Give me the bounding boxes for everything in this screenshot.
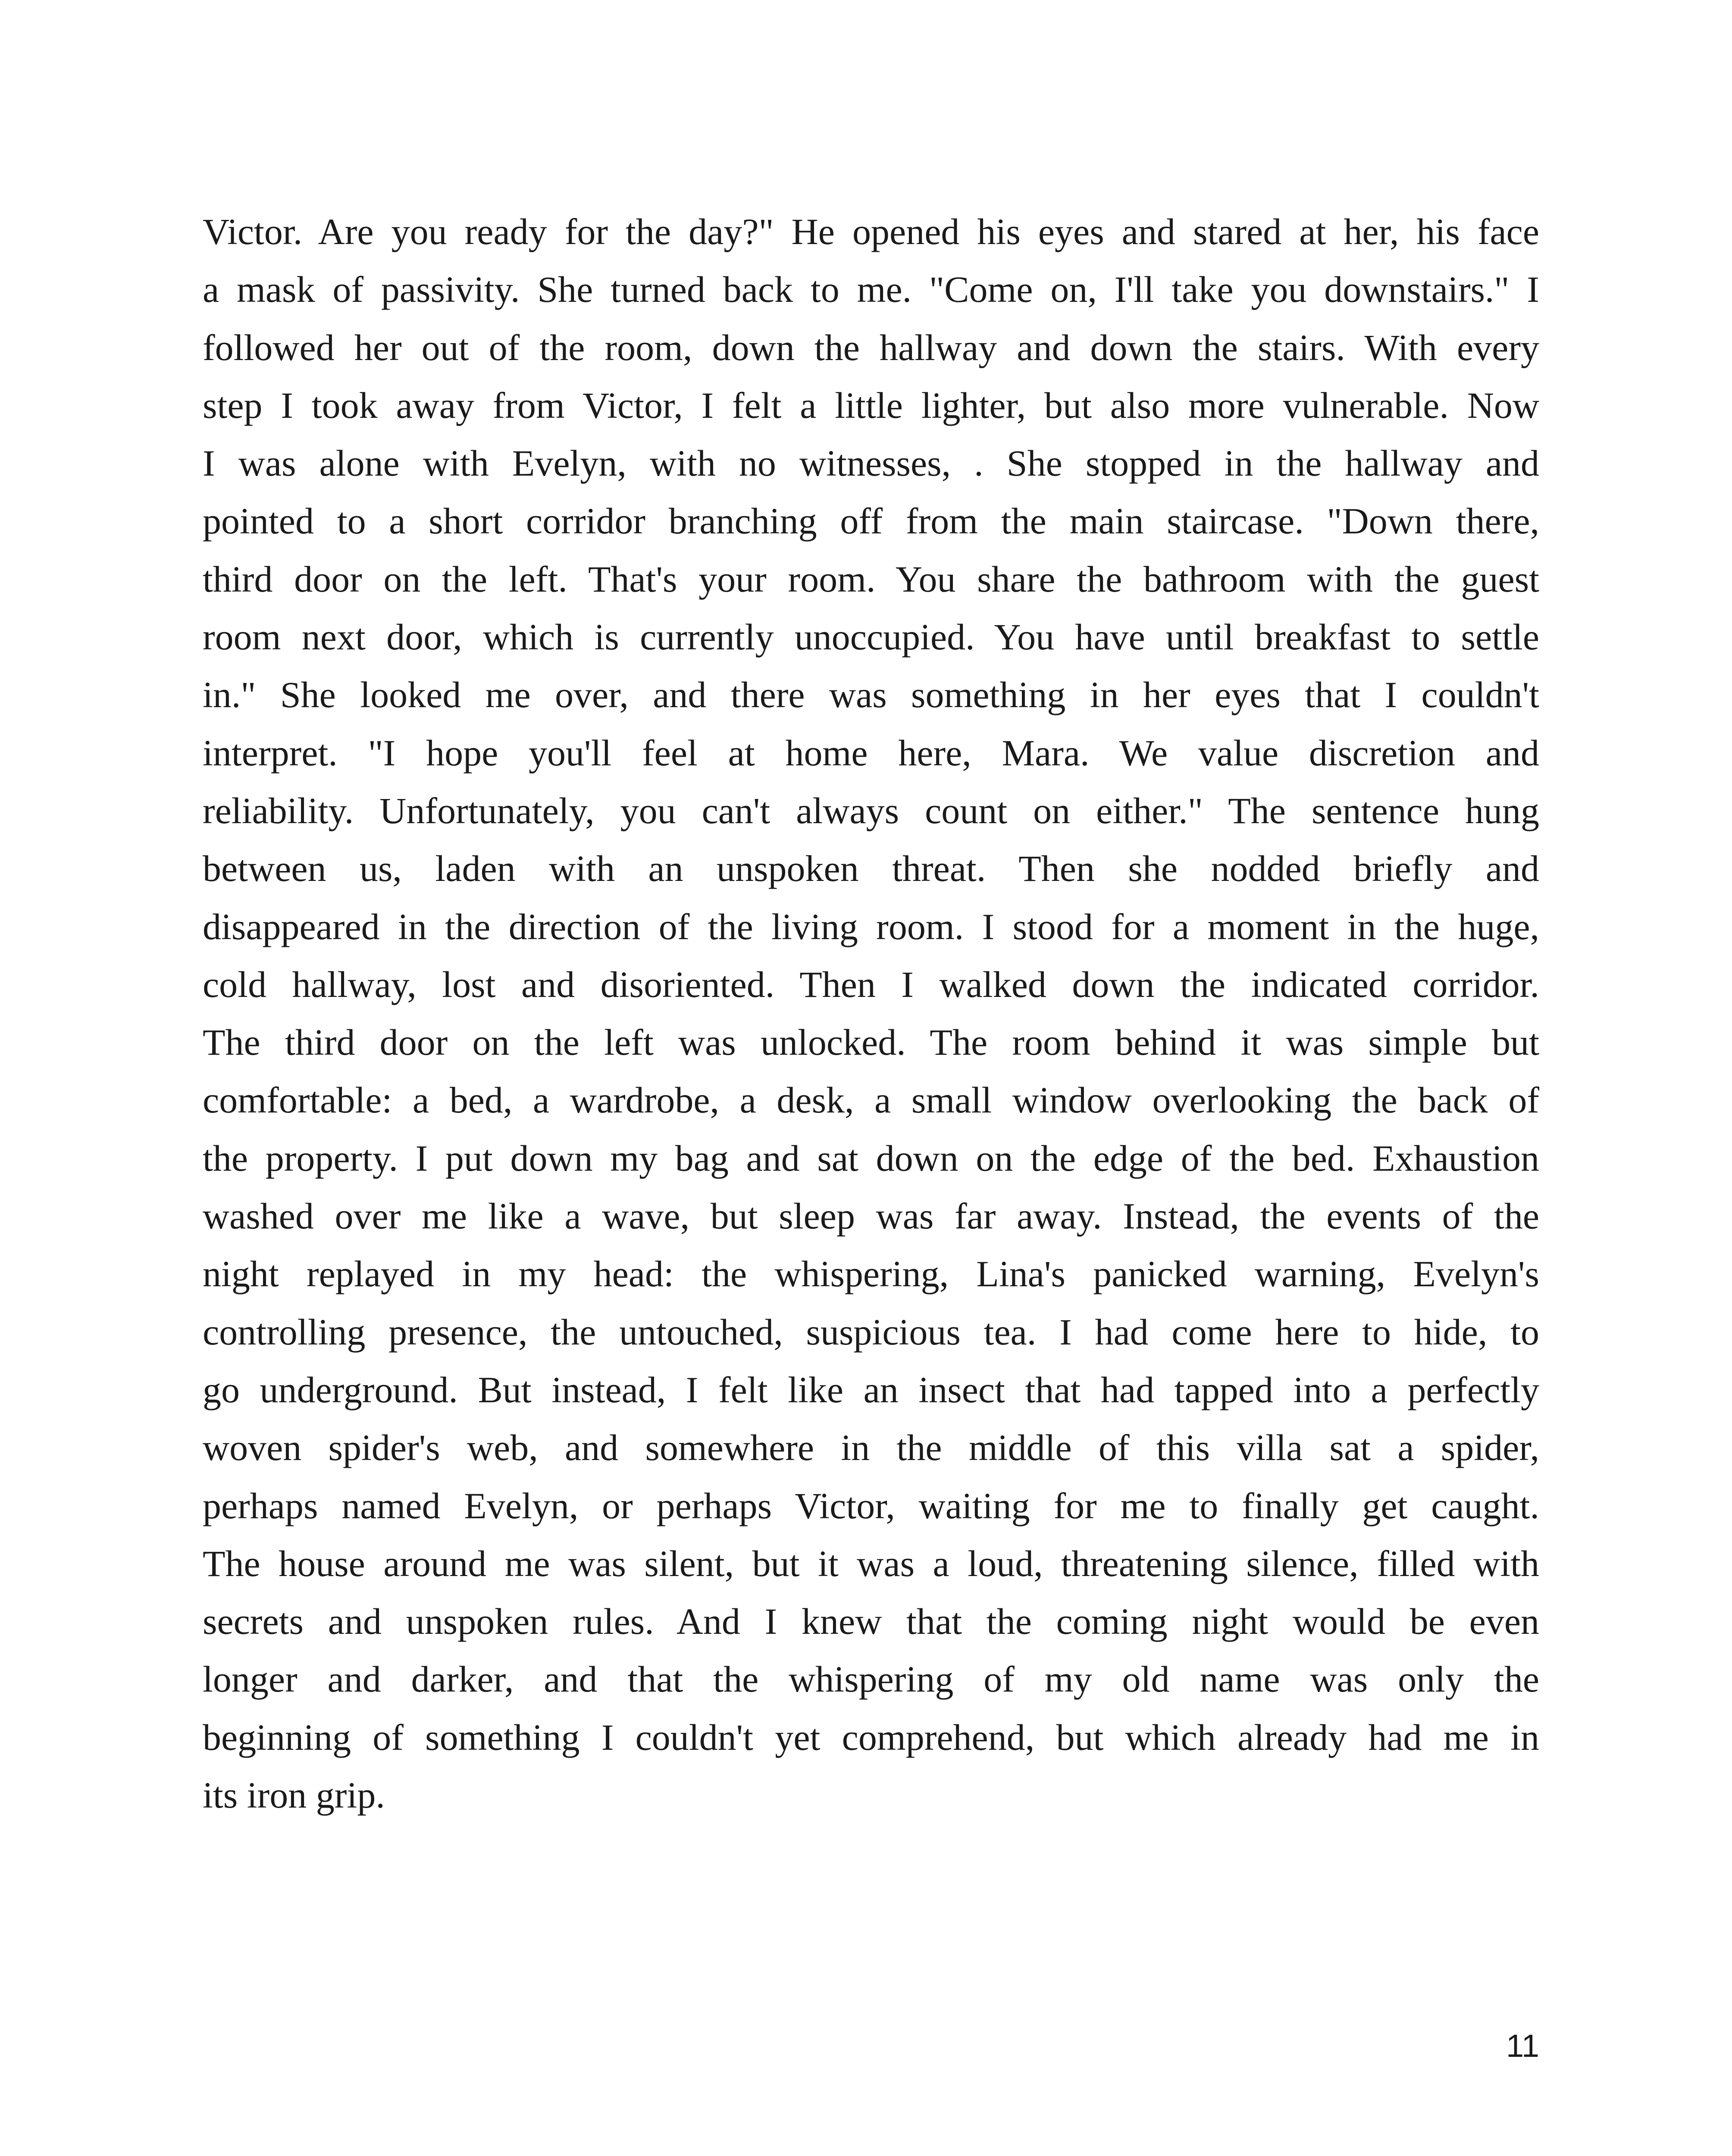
text-line: pointed to a short corridor branching off from the main staircase. "Down there, (203, 500, 1539, 542)
text-line: beginning of something I couldn't yet comprehend, but which already had me in (203, 1716, 1539, 1758)
text-line: its iron grip. (203, 1774, 385, 1816)
text-line: controlling presence, the untouched, suspicious tea. I had come here to hide, to (203, 1311, 1539, 1353)
text-line: the property. I put down my bag and sat down on the edge of the bed. Exhaustion (203, 1137, 1539, 1179)
text-line: followed her out of the room, down the hallway and down the stairs. With every (203, 326, 1539, 368)
text-line: I was alone with Evelyn, with no witnesses, . She stopped in the hallway and (203, 442, 1539, 484)
body-text (203, 203, 1539, 1824)
text-line: secrets and unspoken rules. And I knew that the coming night would be even (203, 1601, 1539, 1642)
text-line: reliability. Unfortunately, you can't always count on either." The sentence hung (203, 790, 1539, 831)
text-line: disappeared in the direction of the living room. I stood for a moment in the huge, (203, 906, 1539, 947)
text-line: a mask of passivity. She turned back to me. "Come on, I'll take you downstairs." I (203, 269, 1539, 310)
text-line: woven spider's web, and somewhere in the middle of this villa sat a spider, (203, 1427, 1539, 1469)
text-line: go underground. But instead, I felt like an insect that had tapped into a perfectly (203, 1369, 1539, 1410)
text-line: room next door, which is currently unoccupied. You have until breakfast to settle (203, 616, 1539, 658)
text-line: The third door on the left was unlocked. The room behind it was simple but (203, 1022, 1539, 1063)
text-line: step I took away from Victor, I felt a little lighter, but also more vulnerable. Now (203, 384, 1539, 426)
page-number: 11 (1506, 2028, 1539, 2064)
text-line: The house around me was silent, but it was a loud, threatening silence, filled with (203, 1542, 1539, 1584)
text-line: third door on the left. That's your room. You share the bathroom with the guest (203, 558, 1539, 600)
text-line: interpret. "I hope you'll feel at home here, Mara. We value discretion and (203, 732, 1539, 774)
text-line: perhaps named Evelyn, or perhaps Victor, waiting for me to finally get caught. (203, 1485, 1539, 1526)
text-line: comfortable: a bed, a wardrobe, a desk, a small window overlooking the back of (203, 1079, 1539, 1121)
text-line: night replayed in my head: the whispering, Lina's panicked warning, Evelyn's (203, 1253, 1539, 1295)
text-line: between us, laden with an unspoken threat. Then she nodded briefly and (203, 848, 1539, 890)
text-line: washed over me like a wave, but sleep was far away. Instead, the events of the (203, 1195, 1539, 1237)
text-line: in." She looked me over, and there was something in her eyes that I couldn't (203, 674, 1539, 716)
text-line: Victor. Are you ready for the day?" He opened his eyes and stared at her, his face (203, 211, 1539, 252)
text-line: longer and darker, and that the whispering of my old name was only the (203, 1658, 1539, 1700)
text-line: cold hallway, lost and disoriented. Then I walked down the indicated corridor. (203, 963, 1539, 1005)
